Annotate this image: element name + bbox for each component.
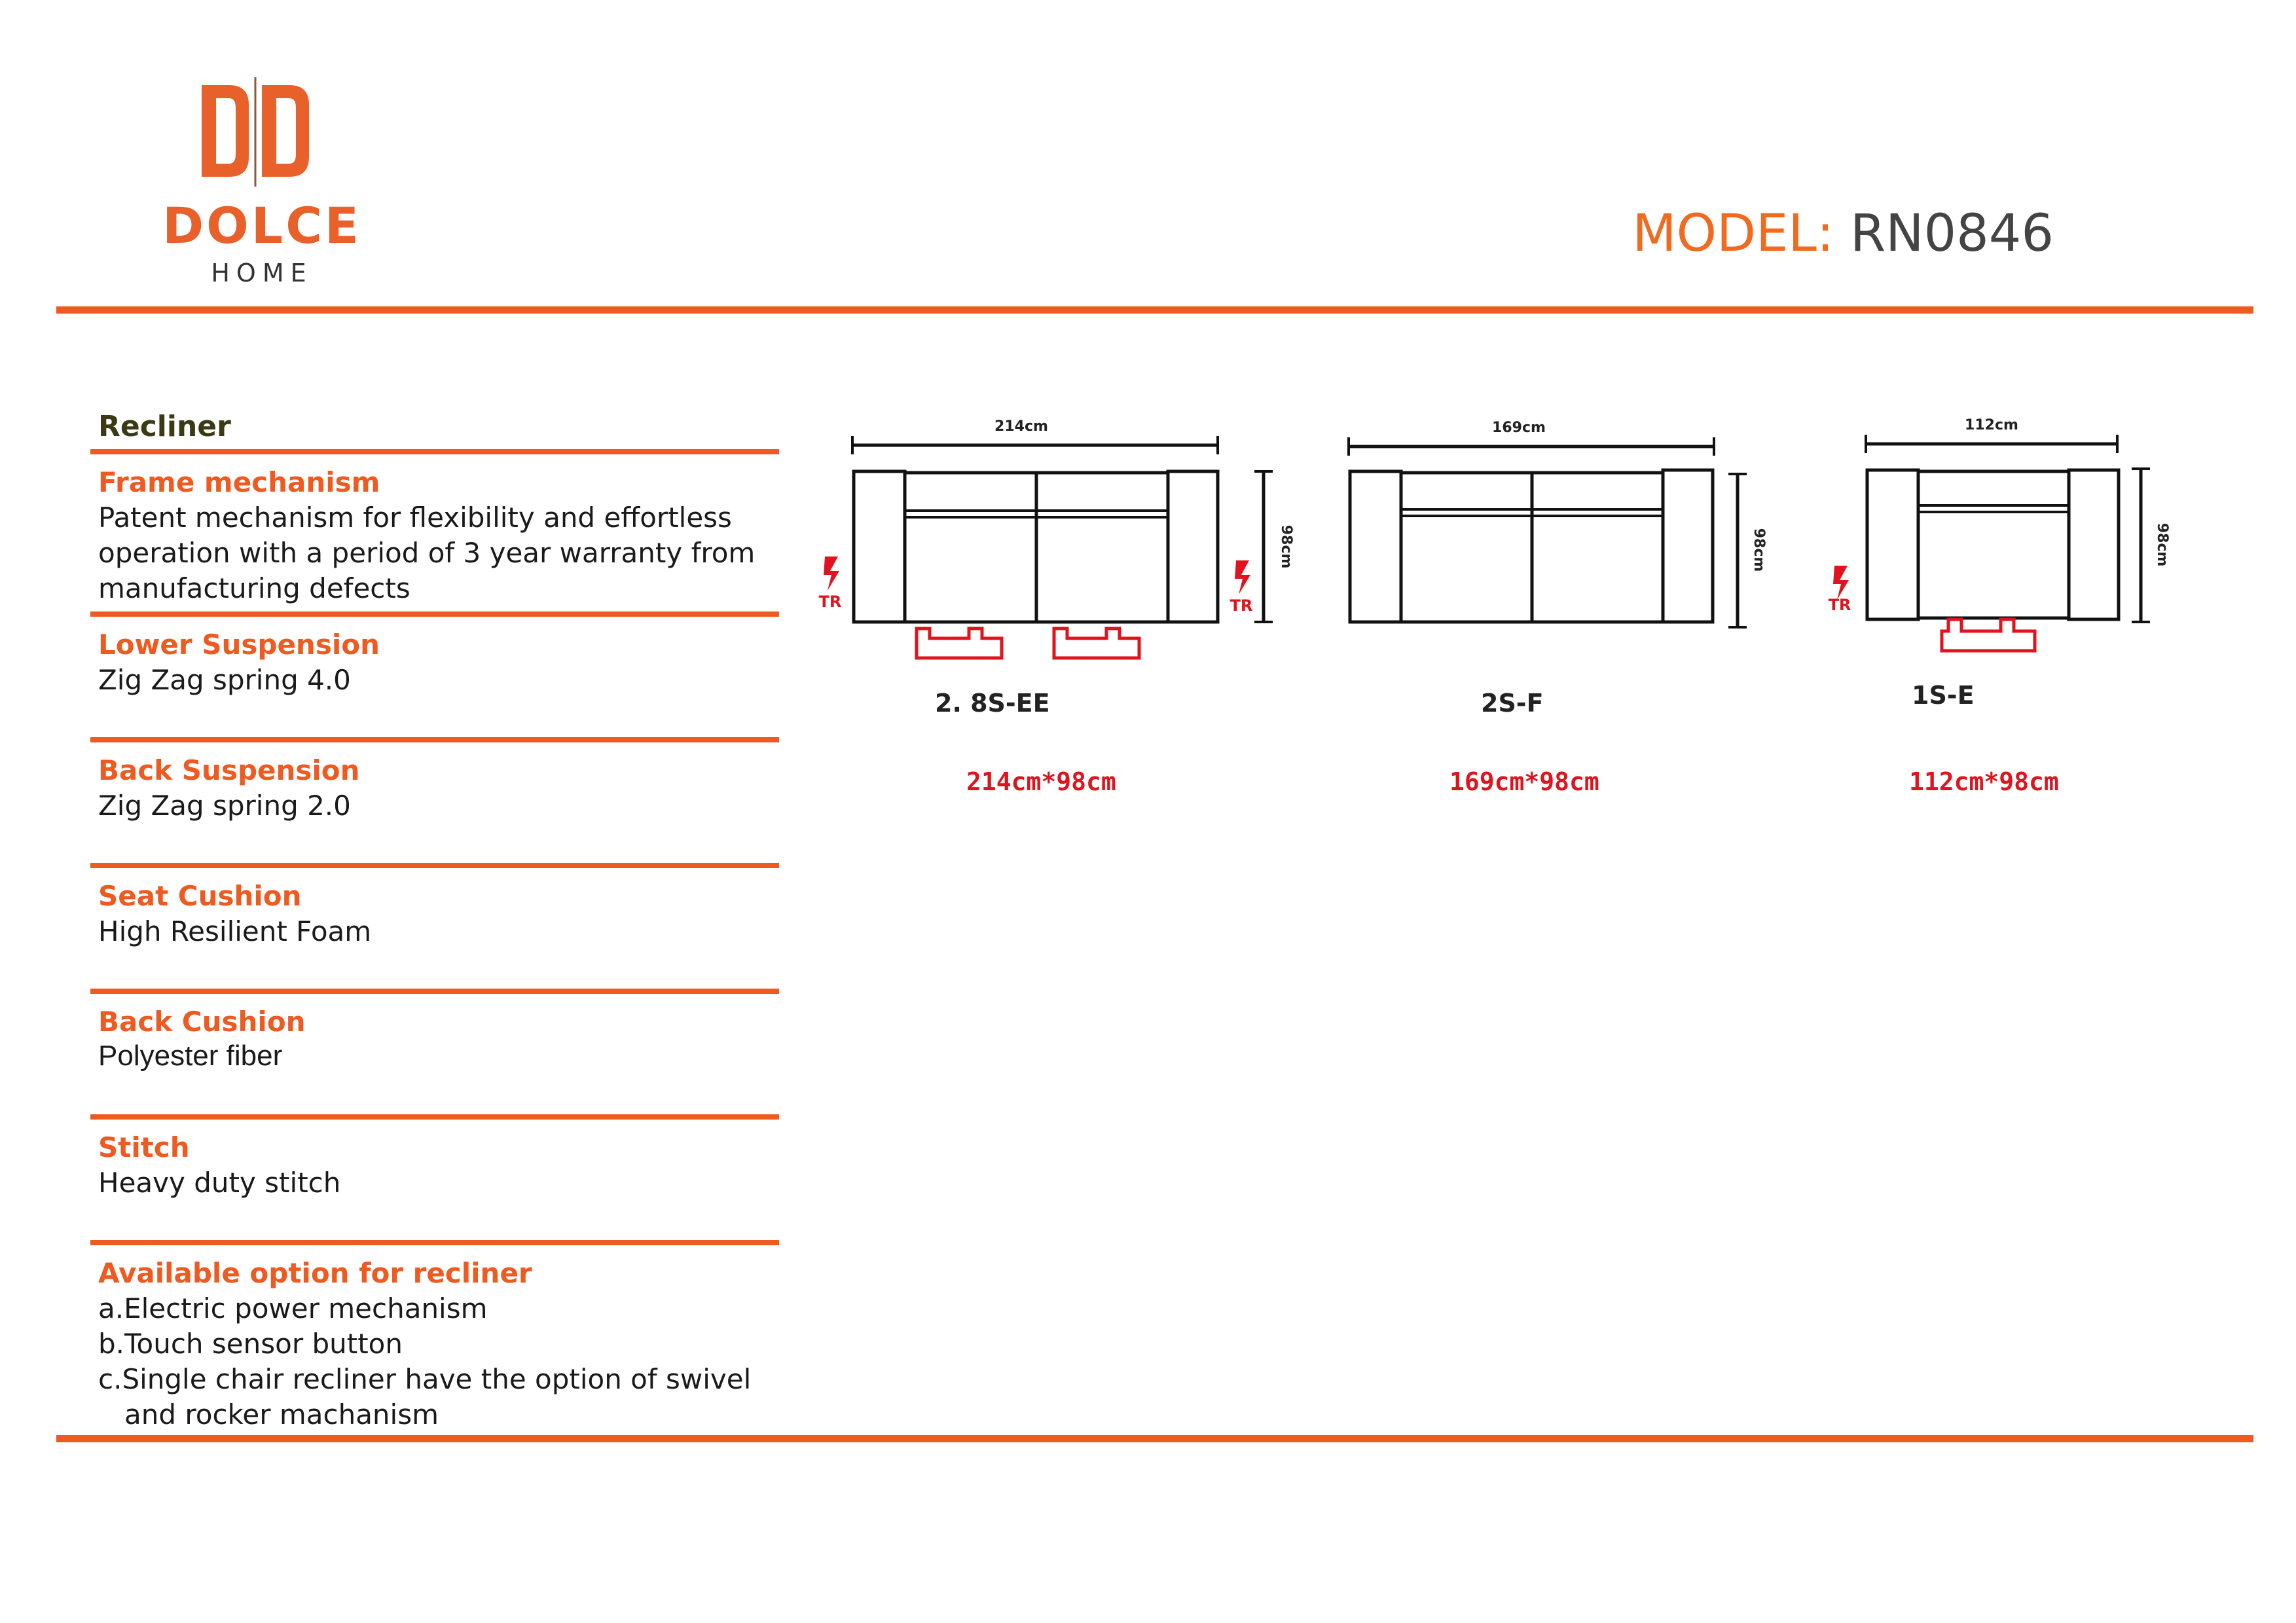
logo-subtext: HOME — [211, 259, 313, 287]
diagram-size-label: 112cm*98cm — [1909, 767, 2059, 796]
spec-divider — [90, 1114, 779, 1120]
spec-text-line: High Resilient Foam — [98, 915, 372, 947]
tr-mark-label: TR — [1230, 596, 1253, 615]
header-divider — [56, 306, 2253, 314]
spec-category: Recliner — [98, 410, 231, 443]
depth-dimension-label: 98cm — [1751, 528, 1767, 572]
model-code: RN0846 — [1850, 204, 2054, 263]
spec-text-line: Polyester fiber — [98, 1040, 283, 1072]
depth-dimension-label: 98cm — [2154, 522, 2170, 567]
tr-mark-label: TR — [818, 593, 842, 611]
diagram-code-label: 2. 8S-EE — [935, 689, 1050, 718]
spec-divider — [90, 611, 779, 617]
sofa-plan-drawing — [812, 406, 1294, 681]
depth-dimension-label: 98cm — [1278, 524, 1294, 569]
spec-title-frame-mechanism: Frame mechanism — [98, 466, 380, 498]
dolce-home-logo — [131, 72, 393, 295]
spec-text-line: b.Touch sensor button — [98, 1328, 403, 1360]
spec-divider — [90, 449, 779, 454]
diagram-code-label: 2S-F — [1481, 689, 1544, 718]
spec-divider — [90, 1240, 779, 1245]
diagram-size-label: 169cm*98cm — [1449, 767, 1599, 796]
diagram-size-label: 214cm*98cm — [966, 767, 1116, 796]
spec-text-line: manufacturing defects — [98, 572, 410, 604]
spec-divider — [90, 989, 779, 994]
chair-plan-drawing — [1820, 406, 2187, 681]
spec-text-line: c.Single chair recliner have the option of swivel — [98, 1363, 752, 1395]
width-dimension-label: 169cm — [1492, 420, 1546, 436]
spec-title-available-options: Available option for recliner — [98, 1257, 532, 1289]
spec-title-stitch: Stitch — [98, 1131, 190, 1163]
spec-text-line: operation with a period of 3 year warranty from — [98, 537, 756, 569]
spec-title-back-cushion: Back Cushion — [98, 1006, 306, 1038]
spec-divider — [90, 737, 779, 742]
sofa-plan-drawing — [1336, 406, 1767, 681]
diagram-sofa-2-8s-ee — [812, 406, 1294, 681]
diagram-code-label: 1S-E — [1912, 681, 1975, 710]
spec-text-line: Patent mechanism for flexibility and effortless — [98, 501, 732, 534]
spec-text-line: Zig Zag spring 2.0 — [98, 790, 351, 822]
spec-title-lower-suspension: Lower Suspension — [98, 629, 380, 661]
diagram-sofa-2s-f — [1336, 406, 1767, 681]
tr-mark-label: TR — [1828, 596, 1851, 614]
spec-divider — [90, 863, 779, 868]
width-dimension-label: 112cm — [1965, 417, 2018, 433]
spec-text-line: Zig Zag spring 4.0 — [98, 664, 351, 696]
logo-wordmark: DOLCE — [162, 196, 361, 255]
spec-text-line: a.Electric power mechanism — [98, 1292, 488, 1324]
model-label: MODEL: — [1632, 204, 1834, 263]
model-title — [1632, 204, 2054, 263]
spec-text-line: and rocker machanism — [98, 1398, 439, 1431]
spec-text-line: Heavy duty stitch — [98, 1167, 341, 1199]
diagram-chair-1s-e — [1820, 406, 2187, 681]
footer-divider — [56, 1435, 2253, 1442]
spec-title-back-suspension: Back Suspension — [98, 754, 360, 786]
spec-title-seat-cushion: Seat Cushion — [98, 880, 302, 912]
width-dimension-label: 214cm — [994, 418, 1048, 435]
